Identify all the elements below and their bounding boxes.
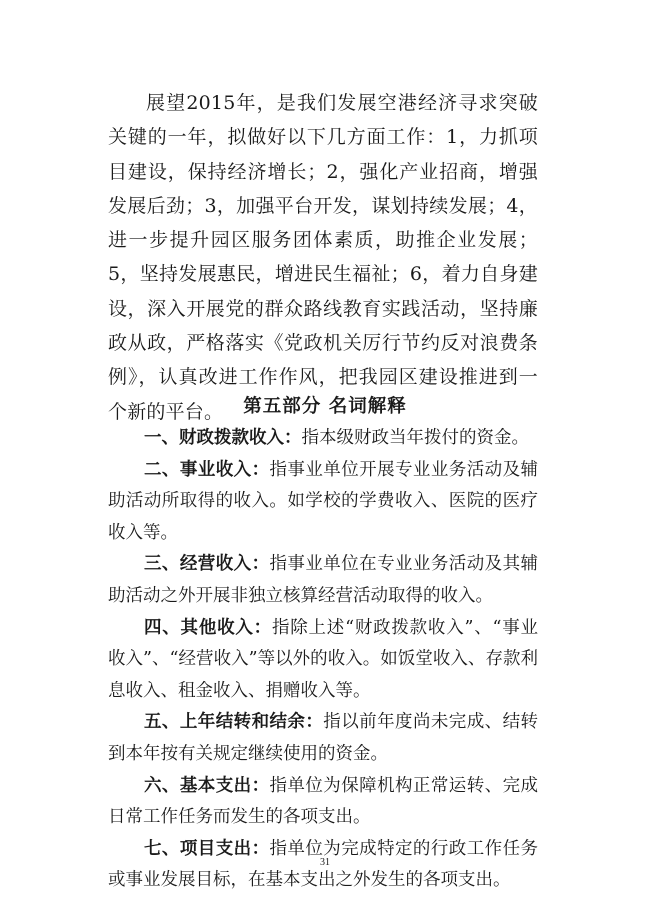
outlook-paragraph: 展望2015年，是我们发展空港经济寻求突破关键的一年，拟做好以下几方面工作：1，力抓项目建设，保持经济增长；2，强化产业招商，增强发展后劲；3，加强平台开发，谋划持续发展；4，进一步提升园区服务团体素质，助推企业发展；5，坚持发展惠民，增进民生福祉；6，着力自身建设，深入开展党的群众路线教育实践活动，坚持廉政从政，严格落实《党政机关厉行节约反对浪费条例》，认真改进工作作风，把我园区建设推进到一个新的平台。 xyxy=(108,92,538,423)
section-title: 第五部分 名词解释 xyxy=(243,396,407,417)
definition-term: 六、基本支出： xyxy=(144,775,270,796)
definition-text: 指事业单位开展专业业务活动及辅助活动所取得的收入。如学校的学费收入、医院的医疗收入等。 xyxy=(108,459,538,543)
definition-term: 一、财政拨款收入： xyxy=(144,428,302,448)
definition-text: 指以前年度尚未完成、结转到本年按有关规定继续使用的资金。 xyxy=(108,712,539,764)
definition-term: 四、其他收入： xyxy=(144,617,272,638)
definition-text: 指除上述“财政拨款收入”、“事业收入”、“经营收入”等以外的收入。如饭堂收入、存款利息收入、租金收入、捐赠收入等。 xyxy=(108,617,539,701)
definition-item xyxy=(108,455,538,550)
definition-text: 指本级财政当年拨付的资金。 xyxy=(301,428,529,448)
definition-text: 指单位为完成特定的行政工作任务或事业发展目标，在基本支出之外发生的各项支出。 xyxy=(108,838,538,891)
page-number: 31 xyxy=(320,857,330,868)
definition-item xyxy=(108,613,538,708)
definition-text: 指事业单位在专业业务活动及其辅助活动之外开展非独立核算经营活动取得的收入。 xyxy=(108,554,538,606)
definition-term: 三、经营收入： xyxy=(144,554,270,575)
definition-item xyxy=(108,423,538,455)
definitions-list xyxy=(108,423,538,897)
definition-term: 二、事业收入： xyxy=(144,459,270,480)
definition-item xyxy=(108,771,538,834)
definition-term: 五、上年结转和结余： xyxy=(144,712,324,733)
definition-text: 指单位为保障机构正常运转、完成日常工作任务而发生的各项支出。 xyxy=(108,775,538,828)
definition-item xyxy=(108,707,538,770)
definition-term: 七、项目支出： xyxy=(144,838,270,859)
definition-item xyxy=(108,549,538,612)
